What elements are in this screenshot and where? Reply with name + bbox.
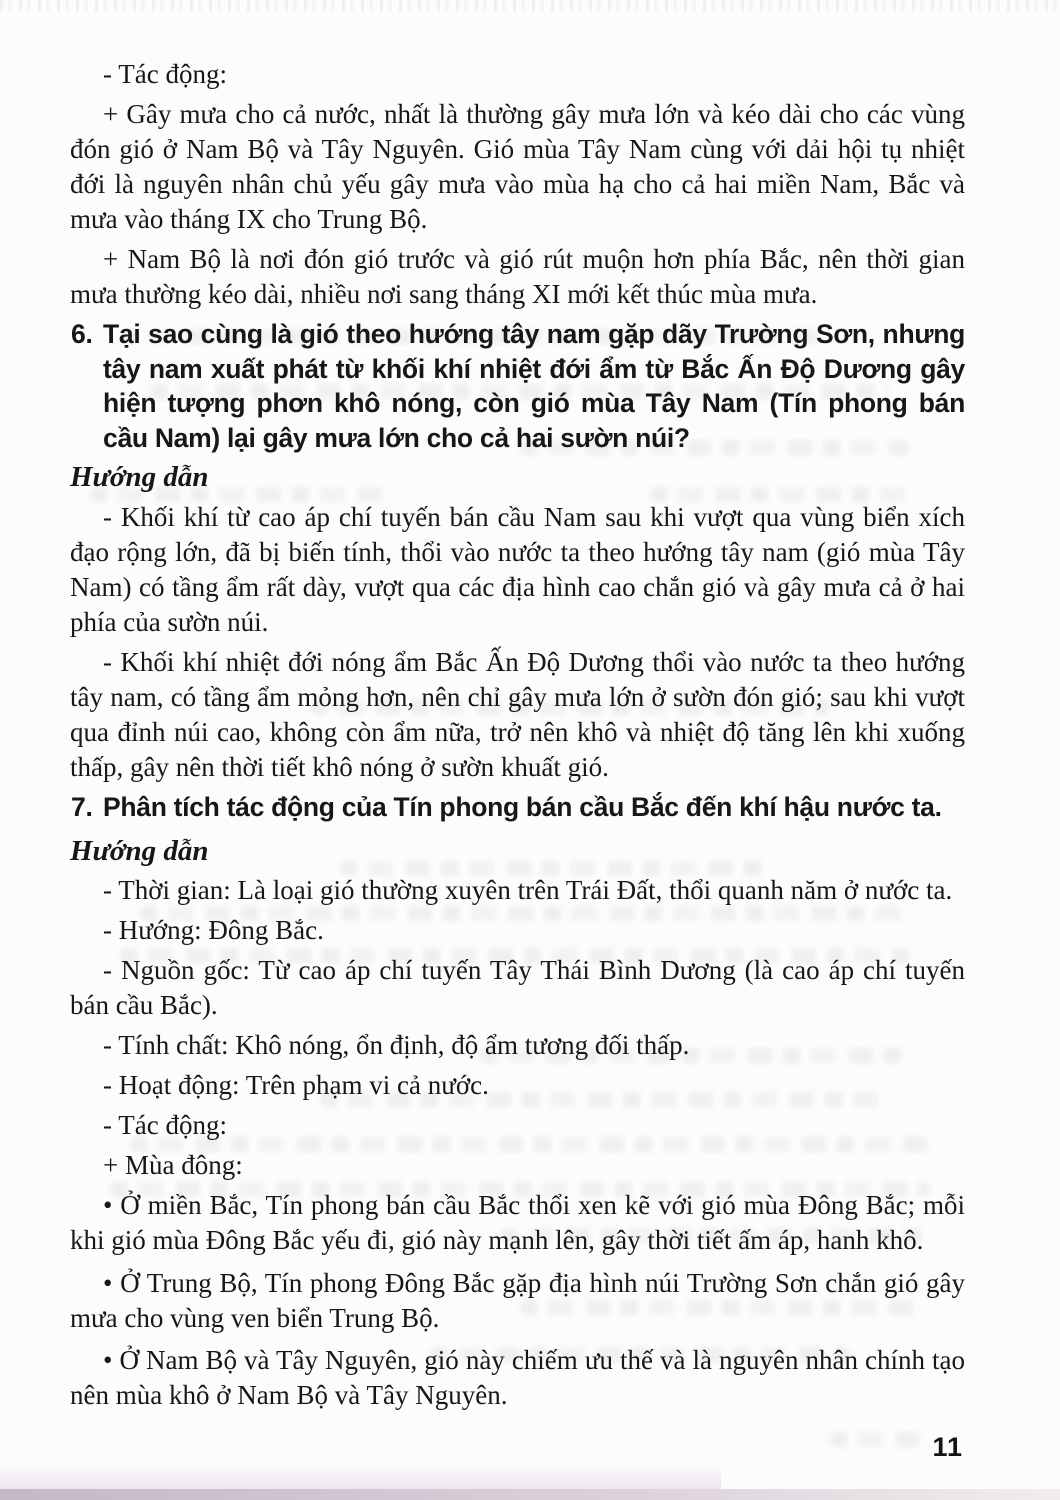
question-7 xyxy=(70,790,965,825)
bleed-through-artifact xyxy=(830,1432,920,1447)
paragraph-thoi-gian: - Thời gian: Là loại gió thường xuyên trên Trái Đất, thổi quanh năm ở nước ta. xyxy=(103,874,953,905)
content-column xyxy=(70,57,965,1418)
question-7-number: 7. xyxy=(71,792,93,822)
question-6 xyxy=(70,317,965,455)
paragraph-nam-bo: + Nam Bộ là nơi đón gió trước và gió rút muộn hơn phía Bắc, nên thời gian mưa thường kéo dài, nhiều nơi sang tháng XI mới kết thúc mùa mưa. xyxy=(70,244,965,309)
question-7-text: Phân tích tác động của Tín phong bán cầu Bắc đến khí hậu nước ta. xyxy=(103,792,942,822)
bottom-edge-artifact xyxy=(0,1464,721,1490)
paragraph-tinh-chat: - Tính chất: Khô nóng, ổn định, độ ẩm tương đối thấp. xyxy=(103,1029,690,1060)
guide-heading-2: Hướng dẫn xyxy=(70,834,209,867)
paragraph-tac-dong: - Tác động: xyxy=(103,1109,227,1140)
top-edge-artifact xyxy=(0,0,1060,11)
bottom-edge-artifact xyxy=(0,1489,1060,1500)
page-number: 11 xyxy=(932,1432,963,1462)
question-6-text: Tại sao cùng là gió theo hướng tây nam gặp dãy Trường Sơn, nhưng tây nam xuất phát từ khối khí nhiệt đới ẩm từ Bắc Ấn Độ Dương gây hiện tượng phơn khô nóng, còn gió mùa Tây Nam (Tín phong bán cầu Nam) lại gây mưa lớn cho cả hai sườn núi? xyxy=(103,319,965,453)
paragraph-tac-dong-label: - Tác động: xyxy=(103,59,227,89)
bullet-trung-bo: • Ở Trung Bộ, Tín phong Đông Bắc gặp địa hình núi Trường Sơn chắn gió gây mưa cho vùng ven biển Trung Bộ. xyxy=(70,1267,965,1333)
paragraph-huong: - Hướng: Đông Bắc. xyxy=(103,914,324,945)
paragraph-khoi-khi-nam: - Khối khí từ cao áp chí tuyến bán cầu Nam sau khi vượt qua vùng biển xích đạo rộng lớn, đã bị biến tính, thổi vào nước ta theo hướng tây nam (gió mùa Tây Nam) có tầng ẩm rất dày, vượt qua các địa hình cao chắn gió và gây mưa cả ở hai phía của sườn núi. xyxy=(70,502,965,637)
guide-heading-1: Hướng dẫn xyxy=(70,461,209,493)
paragraph-mua-dong: + Mùa đông: xyxy=(103,1149,243,1180)
bullet-mien-bac: • Ở miền Bắc, Tín phong bán cầu Bắc thổi xen kẽ với gió mùa Đông Bắc; mỗi khi gió mùa Đông Bắc yếu đi, gió này mạnh lên, gây thời tiết ấm áp, hanh khô. xyxy=(70,1189,965,1255)
paragraph-gay-mua: + Gây mưa cho cả nước, nhất là thường gây mưa lớn và kéo dài cho các vùng đón gió ở Nam Bộ và Tây Nguyên. Gió mùa Tây Nam cùng với dải hội tụ nhiệt đới là nguyên nhân chủ yếu gây mưa vào mùa hạ cho cả hai miền Nam, Bắc và mưa vào tháng IX cho Trung Bộ. xyxy=(70,99,965,234)
bullet-nam-bo: • Ở Nam Bộ và Tây Nguyên, gió này chiếm ưu thế và là nguyên nhân chính tạo nên mùa khô ở Nam Bộ và Tây Nguyên. xyxy=(70,1344,965,1410)
paragraph-hoat-dong: - Hoạt động: Trên phạm vi cả nước. xyxy=(103,1069,489,1100)
paragraph-khoi-khi-bac-an-do-duong: - Khối khí nhiệt đới nóng ẩm Bắc Ấn Độ Dương thổi vào nước ta theo hướng tây nam, có tầng ẩm mỏng hơn, nên chỉ gây mưa lớn ở sườn đón gió; sau khi vượt qua đỉnh núi cao, không còn ẩm nữa, trở nên khô và nhiệt độ tăng lên khi xuống thấp, gây nên thời tiết khô nóng ở sườn khuất gió. xyxy=(70,647,965,782)
question-6-number: 6. xyxy=(71,319,93,349)
paragraph-nguon-goc: - Nguồn gốc: Từ cao áp chí tuyến Tây Thái Bình Dương (là cao áp chí tuyến bán cầu Bắc). xyxy=(70,954,965,1020)
